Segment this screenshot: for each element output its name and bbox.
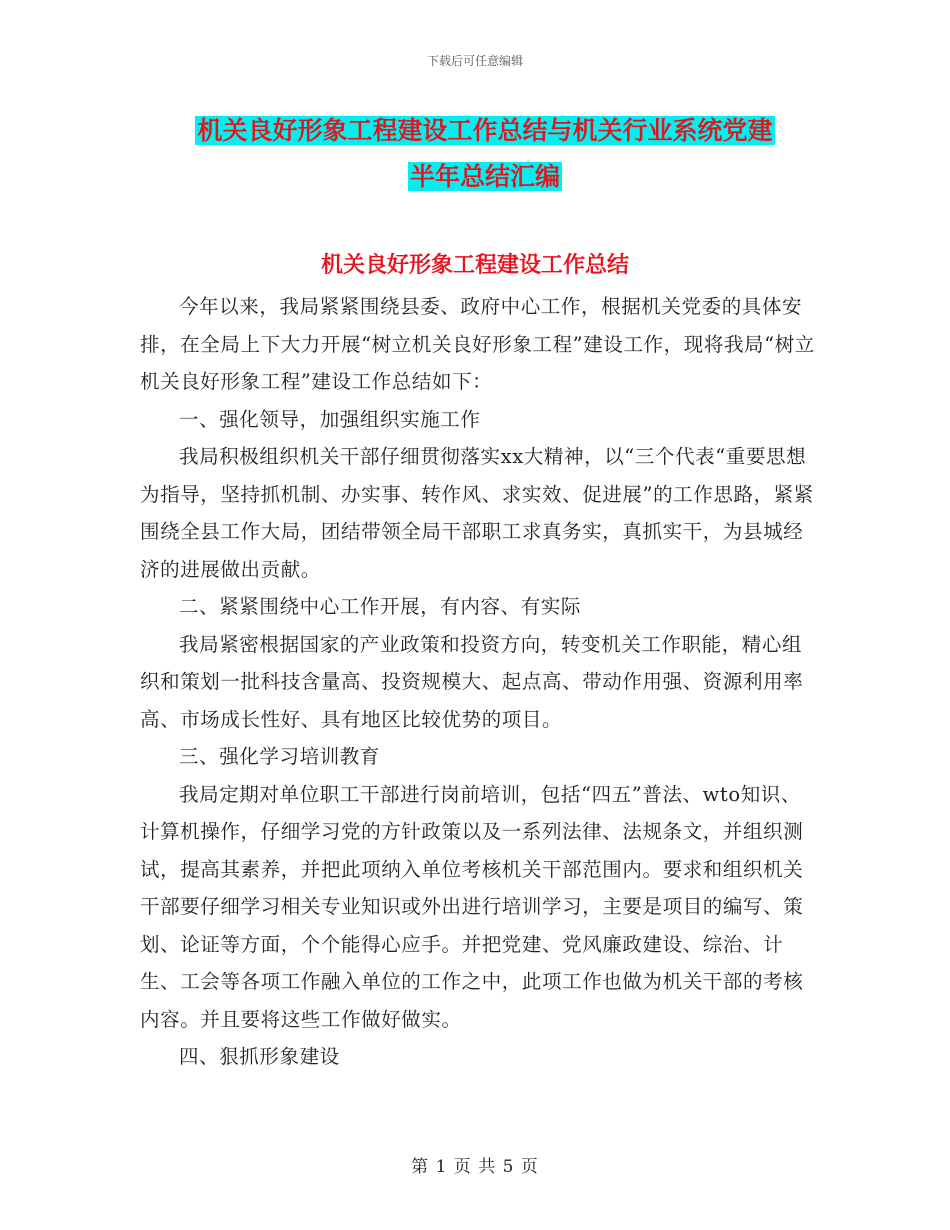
document-body [140,288,820,1076]
paragraph-3: 我局定期对单位职工干部进行岗前培训，包括“四五”普法、wto知识、计算机操作，仔细学习党的方针政策以及一系列法律、法规条文，并组织测试，提高其素养，并把此项纳入单位考核机关干部范围内。要求和组织机关干部要仔细学习相关专业知识或外出进行培训学习，主要是项目的编写、策划、论证等方面，个个能得心应手。并把党建、党风廉政建设、综治、计生、工会等各项工作融入单位的工作之中，此项工作也做为机关干部的考核内容。并且要将这些工作做好做实。 [140,782,804,1031]
heading-4: 四、狠抓形象建设 [179,1045,340,1068]
paragraph-1: 我局积极组织机关干部仔细贯彻落实xx大精神，以“三个代表“重要思想为指导，坚持抓机制、办实事、转作风、求实效、促进展”的工作思路，紧紧围绕全县工作大局，团结带领全局干部职工求真务实，真抓实干，为县城经济的进展做出贡献。 [140,445,814,581]
document-title-line-2: 半年总结汇编 [409,162,560,191]
heading-3: 三、强化学习培训教育 [179,745,381,768]
section-title: 机关良好形象工程建设工作总结 [320,252,629,278]
header-note: 下载后可任意编辑 [426,54,523,68]
paragraph-intro: 今年以来，我局紧紧围绕县委、政府中心工作，根据机关党委的具体安排，在全局上下大力开展“树立机关良好形象工程”建设工作，现将我局“树立机关良好形象工程”建设工作总结如下： [140,295,815,393]
heading-2: 二、紧紧围绕中心工作开展，有内容、有实际 [179,595,582,618]
page-footer: 第 1 页 共 5 页 [411,1157,539,1177]
heading-1: 一、强化领导，加强组织实施工作 [179,407,481,431]
document-title [150,108,820,200]
paragraph-2: 我局紧密根据国家的产业政策和投资方向，转变机关工作职能，精心组织和策划一批科技含量高、投资规模大、起点高、带动作用强、资源利用率高、市场成长性好、具有地区比较优势的项目。 [140,632,804,731]
document-title-line-1: 机关良好形象工程建设工作总结与机关行业系统党建 [197,116,773,145]
